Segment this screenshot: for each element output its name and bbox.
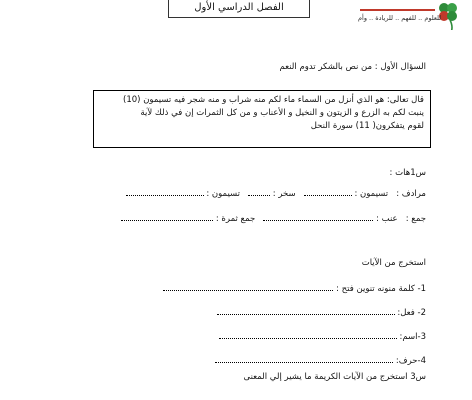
- verse-line-2: ينبت لكم به الزرع و الزيتون و النخيل و الأعناب و من كل الثمرات إن في ذلك لآية: [140, 108, 424, 118]
- verse-line-1: قال تعالى: هو الذي أنزل من السماء ماء لكم منه شراب و منه شجر فيه تسيمون (10): [123, 95, 424, 105]
- plural-1-blank[interactable]: [263, 212, 373, 221]
- extract-item-3: [219, 330, 426, 342]
- synonym-3-label: تسيمون :: [206, 189, 240, 199]
- synonym-label: مرادف :: [396, 189, 426, 199]
- synonym-3-blank[interactable]: [126, 187, 204, 196]
- plural-2-blank[interactable]: [121, 212, 213, 221]
- extract-item-4-blank[interactable]: [215, 354, 393, 363]
- synonym-1-label: تسيمون :: [354, 189, 389, 199]
- extract-title: استخرج من الآيات: [361, 258, 426, 268]
- synonym-2-label: سخر :: [272, 189, 296, 199]
- plural-2-label: جمع ثمرة :: [215, 214, 256, 224]
- logo-text: للعلوم .. للفهم .. للريادة .. وأم: [358, 14, 442, 22]
- verse-line-3: لقوم يتفكرون( 11) سورة النحل: [310, 121, 424, 131]
- synonym-2-blank[interactable]: [248, 187, 270, 196]
- extract-item-1-label: 1- كلمة منونه تنوين فتح :: [336, 284, 426, 294]
- extract-item-2: [217, 306, 426, 318]
- extract-item-3-blank[interactable]: [219, 330, 397, 339]
- extract-item-2-label: 2- فعل:: [397, 308, 426, 318]
- synonym-row: [126, 187, 426, 199]
- s1-title: س1هات :: [389, 168, 426, 178]
- question-1-title: السؤال الأول : من نص بالشكر تدوم النعم: [279, 62, 426, 72]
- semester-title: الفصل الدراسي الأول: [168, 0, 310, 18]
- extract-item-3-label: 3-اسم:: [399, 332, 426, 342]
- verse-box: [93, 90, 431, 148]
- extract-item-4: [215, 354, 426, 366]
- extract-item-1: [163, 282, 426, 294]
- plural-row: [121, 212, 426, 224]
- extract-item-4-label: 4-حرف:: [395, 356, 426, 366]
- plural-label: جمع :: [405, 214, 426, 224]
- extract-item-2-blank[interactable]: [217, 306, 395, 315]
- synonym-1-blank[interactable]: [304, 187, 352, 196]
- extract-item-1-blank[interactable]: [163, 282, 333, 291]
- plural-1-label: عنب :: [376, 214, 398, 224]
- s3-title: س3 استخرج من الآيات الكريمة ما يشير إلي المعنى: [243, 372, 426, 382]
